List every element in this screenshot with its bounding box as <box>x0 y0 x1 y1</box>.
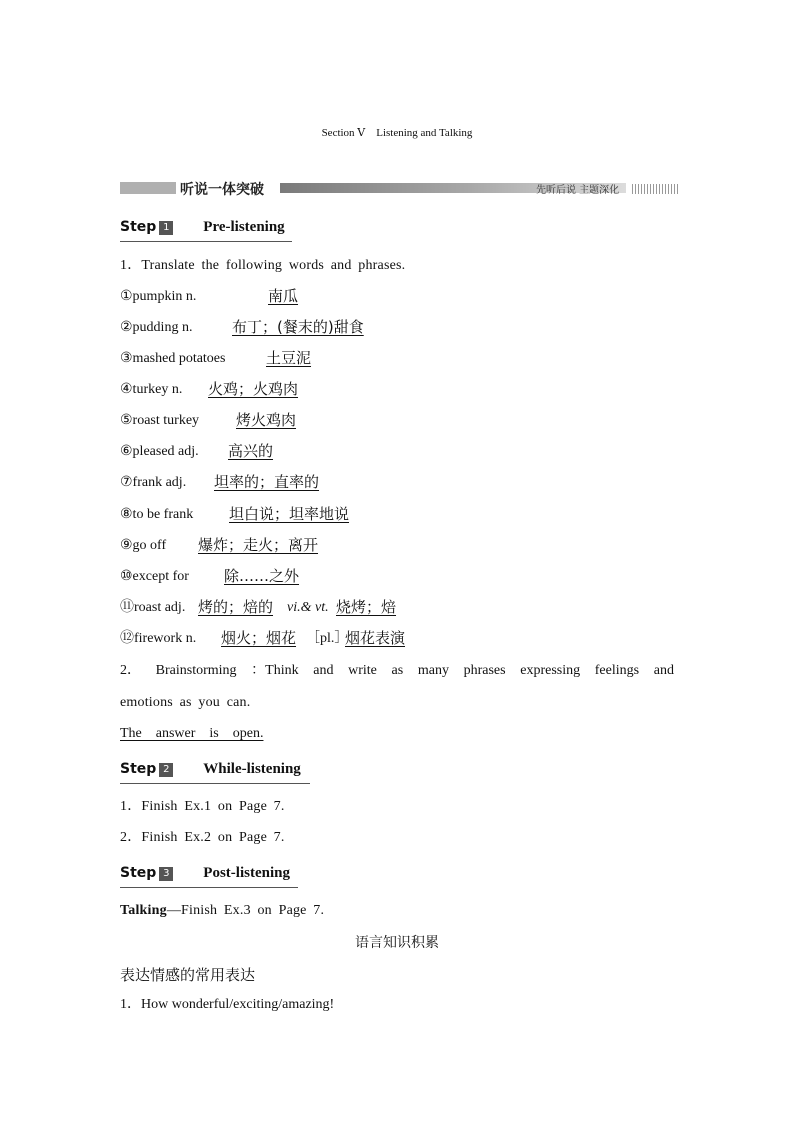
step-1-heading <box>120 218 292 242</box>
vocab-item <box>120 443 199 461</box>
vocab-term: ⑩except for <box>120 569 189 584</box>
vocab-answer: 南瓜 <box>268 287 299 305</box>
step2-item: 2．Finish Ex.2 on Page 7. <box>120 830 285 845</box>
vocab-term: ①pumpkin n. <box>120 289 197 304</box>
knowledge-title: 语言知识积累 <box>355 935 439 951</box>
vocab-answer: 高兴的 <box>228 442 274 460</box>
vocab-answer: 烧烤；焙 <box>336 598 397 616</box>
step-word: Step <box>120 865 157 881</box>
translate-instruction: 1．Translate the following words and phrases. <box>120 258 406 273</box>
word: as <box>391 663 404 678</box>
step-3-heading <box>120 864 298 888</box>
vocab-term: ⑥pleased adj. <box>120 444 199 459</box>
section-banner <box>120 180 680 196</box>
step-name: Pre-listening <box>203 219 285 235</box>
vocab-item <box>120 319 192 337</box>
vocab-answer: 布丁；(餐末的)甜食 <box>232 318 364 336</box>
word: expressing <box>520 663 581 678</box>
brainstorm-answer: The answer is open. <box>120 726 264 741</box>
vocab-item <box>120 474 186 492</box>
vocab-answer: 烤火鸡肉 <box>236 411 297 429</box>
vocab-answer: 土豆泥 <box>266 349 312 367</box>
vocab-pos: ［pl.］ <box>306 631 349 646</box>
vocab-term: ⑨go off <box>120 538 167 553</box>
talking-line <box>120 902 324 920</box>
vocab-item <box>120 630 196 648</box>
vocab-answer: 爆炸；走火；离开 <box>198 536 319 554</box>
banner-stripes <box>632 184 680 194</box>
knowledge-subtitle: 表达情感的常用表达 <box>120 966 256 984</box>
vocab-item <box>120 412 199 430</box>
step-underline <box>120 241 292 242</box>
step-underline <box>120 887 298 888</box>
vocab-term: ③mashed potatoes <box>120 351 226 366</box>
vocab-answer: 火鸡；火鸡肉 <box>208 380 299 398</box>
vocab-answer: 除……之外 <box>224 567 300 585</box>
vocab-term: ②pudding n. <box>120 320 193 335</box>
vocab-term: ⑧to be frank <box>120 507 194 522</box>
step-2-heading <box>120 760 310 784</box>
vocab-answer: 坦白说；坦率地说 <box>229 505 350 523</box>
vocab-item <box>120 381 182 399</box>
word: feelings <box>594 663 640 678</box>
step-word: Step <box>120 219 157 235</box>
vocab-item <box>120 568 189 586</box>
vocab-item <box>120 288 196 306</box>
word: and <box>313 663 334 678</box>
word: Brainstorming <box>155 663 237 678</box>
step-name: Post-listening <box>203 865 290 881</box>
word: phrases <box>463 663 506 678</box>
step-underline <box>120 783 310 784</box>
step2-item: 1．Finish Ex.1 on Page 7. <box>120 799 285 814</box>
vocab-answer: 烟火；烟花 <box>221 629 297 647</box>
step-name: While-listening <box>203 761 301 777</box>
step-number-badge: 2 <box>159 763 173 777</box>
knowledge-item: 1．How wonderful/exciting/amazing! <box>120 997 335 1012</box>
brainstorm-line-2: emotions as you can. <box>120 695 251 710</box>
vocab-item <box>120 350 225 368</box>
brainstorm-instruction <box>120 662 674 680</box>
vocab-answer: 烤的；焙的 <box>198 598 274 616</box>
word: 2． <box>120 663 141 678</box>
vocab-term: ⑦frank adj. <box>120 475 187 490</box>
word: ：Think <box>251 663 299 678</box>
vocab-answer: 烟花表演 <box>345 629 406 647</box>
talking-label: Talking <box>120 903 167 918</box>
vocab-term: ④turkey n. <box>120 382 183 397</box>
vocab-term: ⑤roast turkey <box>120 413 200 428</box>
vocab-term: ⑫firework n. <box>120 631 197 646</box>
banner-left-block <box>120 182 176 194</box>
vocab-item <box>120 599 185 617</box>
word: many <box>417 663 449 678</box>
vocab-term: ⑪roast adj. <box>120 600 186 615</box>
word: and <box>653 663 674 678</box>
banner-title: 听说一体突破 <box>180 182 264 198</box>
vocab-item <box>120 537 166 555</box>
talking-text: —Finish Ex.3 on Page 7. <box>166 903 325 918</box>
banner-right-label: 先听后说 主题深化 <box>536 185 620 196</box>
vocab-item <box>120 506 193 524</box>
vocab-pos: vi.& vt. <box>287 600 329 615</box>
step-number-badge: 1 <box>159 221 173 235</box>
step-word: Step <box>120 761 157 777</box>
word: write <box>348 663 377 678</box>
vocab-answer: 坦率的；直率的 <box>214 473 320 491</box>
step-number-badge: 3 <box>159 867 173 881</box>
section-title: Section Ⅴ Listening and Talking <box>321 127 473 139</box>
